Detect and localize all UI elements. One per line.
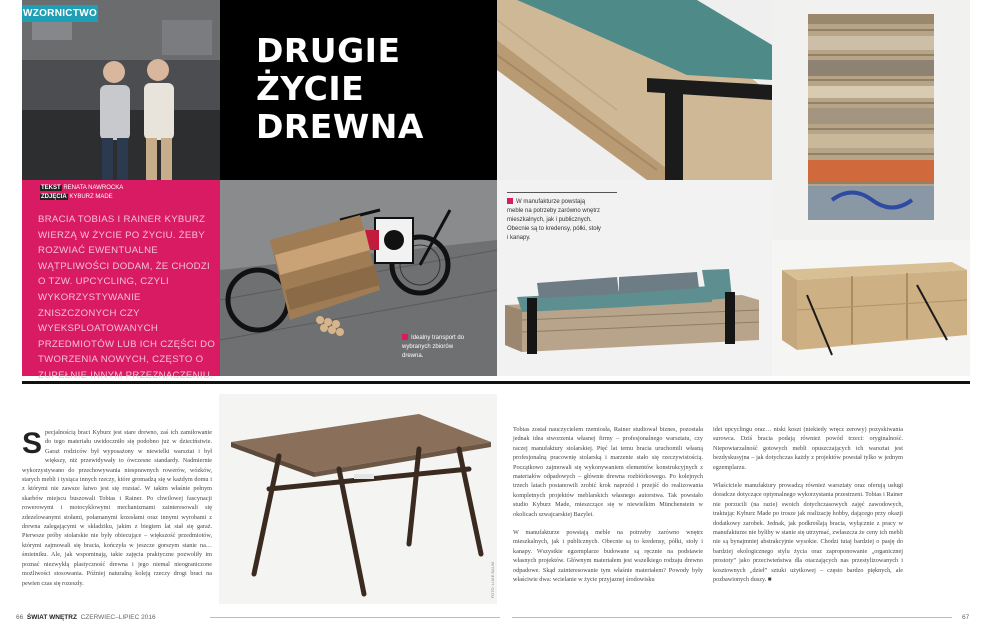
column-text: pecjalnością braci Kyburz jest stare drewno, zaś ich zamiłowanie do tego materiału uwidoczniło się podobno już w dzieciństwie. Garaż rodziców był wyposażony w niewielki warsztat i był większy, niż przewidywały to ówczesne standardy. Nadmiernie wykorzystywano do przechowywania niesprawnych rowerów, wózków, starych mebli i tysiąca innych rzeczy, które gromadzą się w każdym domu i z którymi nie zawsze łatwo jest się rozstać. W takim właśnie pełnym skarbów miejscu buszowali Tobias i Rainer. Po chwilowej fascynacji rowerowymi i motocyklowymi mechanizmami zainteresowali się zdezelowanymi stołami, połamanymi krzesłami oraz innymi wyrobami z drewna zalegającymi w składziku, jakim z biegiem lat stał się garaż. Pierwsze próby stolarskie nie były obiecujące – większość przedmiotów, którymi zajmowali się bracia, kończyła w jeszcze gorszym stanie na… śmietniku. Ale, jak wspominają, takie zajęcia praktyczne pozwoliły im poznać niezwykłą plastyczność drewna i jego niemal nieograniczone możliwości stosowania. Później naturalną koleją rzeczy drogi braci na pewien czas się rozeszły. (22, 429, 212, 587)
magazine-name: ŚWIAT WNĘTRZ (26, 614, 77, 621)
paragraph: idei upcyclingu oraz… niski koszt (niekiedy wręcz zerowy) pozyskiwania surowca. Dziś bracia podają również powód trzeci: oryginalność. Niepowtarzalność gotowych mebli opuszczających ich warsztat jest bezdyskusyjna – jak dotychczas każdy z projektów powstał tylko w jednym egzemplarzu. (713, 426, 903, 471)
drop-cap: S (22, 427, 43, 460)
caption-marker (507, 198, 513, 204)
caption-text: Idealny transport do wybranych zbiorów drewna. (402, 335, 465, 359)
lead-paragraph: BRACIA TOBIAS I RAINER KYBURZ WIERZĄ W ŻYCIE PO ŻYCIU. ŻEBY ROZWIAĆ EWENTUALNE WĄTPLIWOŚCI DODAM, ŻE CHODZI O TZW. UPCYCLING, CZYLI WYKORZYSTYWANIE ZNISZCZONYCH CZY WYEKSPLOATOWANYCH PRZEDMIOTÓW LUB ICH CZĘŚCI DO TWORZENIA NOWYCH, CZĘSTO O ZUPEŁNIE INNYM PRZEZNACZENIU. (38, 214, 216, 381)
credit-label: ZDJĘCIA (41, 194, 67, 200)
credits (40, 184, 123, 202)
title-line: ŻYCIE (256, 69, 365, 108)
article-title (256, 32, 424, 146)
footer-left (16, 614, 156, 621)
title-block (220, 0, 497, 180)
caption-text: W manufakturze powstają meble na potrzeby zarówno wnętrz mieszkalnych, jak i publicznych. Obecnie są to kredensy, półki, stoły i kanapy. (507, 199, 601, 241)
column-2 (513, 425, 703, 594)
page-number-left: 66 (16, 614, 24, 621)
paragraph: Tobias został nauczycielem rzemiosła, Rainer studiował biznes, pozostała jednak idea stworzenia własnej firmy – profesjonalnego warsztatu, czy raczej manufaktury stolarskiej. Pięć lat temu bracia uruchomili własną profesjonalną pracownię stolarską i marzenie stało się rzeczywistością. Początkowo zajmowali się wykonywaniem elementów konstrukcyjnych z materiałów odpadowych – głównie drewna rozbiórkowego. Po kolejnych trzech latach postanowili zrobić krok naprzód i przejść do realizowania kompletnych projektów meblarskich własnego autorstwa. Tak powstało studio Kyburz Made, mieszczące się w niewielkim Münchenstein w okolicach szwajcarskiej Bazylei. (513, 426, 703, 518)
footer-line-left (210, 617, 500, 618)
sofa-caption-rule (507, 192, 617, 193)
brothers-photo (22, 0, 220, 180)
bike-photo (220, 180, 497, 376)
credit-author: KYBURZ MADE (69, 194, 113, 200)
photo-credit: FOTO: LUKE BAUM (490, 561, 495, 598)
bike-caption (402, 334, 474, 361)
column-3 (713, 425, 903, 594)
title-line: DREWNA (256, 107, 424, 146)
footer-line-right (512, 617, 952, 618)
sofa-caption (507, 198, 602, 243)
page-number-right: 67 (962, 614, 970, 621)
lead-block (22, 180, 220, 381)
column-1 (22, 428, 212, 588)
section-tag: WZORNICTWO (22, 5, 98, 22)
credit-label: TEKST (41, 185, 61, 191)
sofa-photo (497, 180, 772, 376)
sideboard-photo (772, 240, 970, 376)
paragraph: W manufakturze powstają meble na potrzeby zarówno wnętrz mieszkalnych, jak i publicznych. Obecnie są to kredensy, półki, stoły i kanapy. Wszystkie egzemplarze budowane są ręcznie na podstawie własnych projektów. Głównym materiałem jest wszelkiego rodzaju drewno odpadowe. Skąd zainteresowanie tym właśnie materiałem? Powody były właściwie dwa: wcielanie w życie przyjaznej środowisku (513, 529, 703, 584)
title-line: DRUGIE (256, 31, 401, 70)
paragraph: Właściciele manufaktury prowadzą również warsztaty oraz oferują usługi doradcze dotyczące optymalnego wykorzystania przestrzeni. Tobias i Rainer nie porzucili (na razie) swoich dotychczasowych zajęć zawodowych, traktując Kyburz Made po trosze jak realizację hobby, dającego przy okazji dodatkowy zarobek. Jednak, jak podkreślają bracia, wyłącznie z pracy w manufakturze nie byliby w stanie się utrzymać, zwłaszcza że ceny ich mebli nie są bynajmniej abstrakcyjnie wysokie. Chodzi tutaj bardziej o pasję do bardziej ekologicznego stylu życia oraz zaproponowanie „organicznej prostoty” jako przeciwieństwa dla otaczających nas przestylizowanych i kosztownych „dzieł” sztuki użytkowej – często bardzo pięknych, ale pozbawionych duszy. ■ (713, 482, 903, 584)
credit-author: RENATA NAWROCKA (63, 185, 124, 191)
caption-marker (402, 334, 408, 340)
cabinet-photo (772, 0, 970, 240)
bench-detail-photo (497, 0, 772, 180)
table-photo (219, 394, 497, 604)
issue-date: CZERWIEC–LIPIEC 2016 (80, 614, 156, 621)
section-divider (22, 381, 970, 384)
